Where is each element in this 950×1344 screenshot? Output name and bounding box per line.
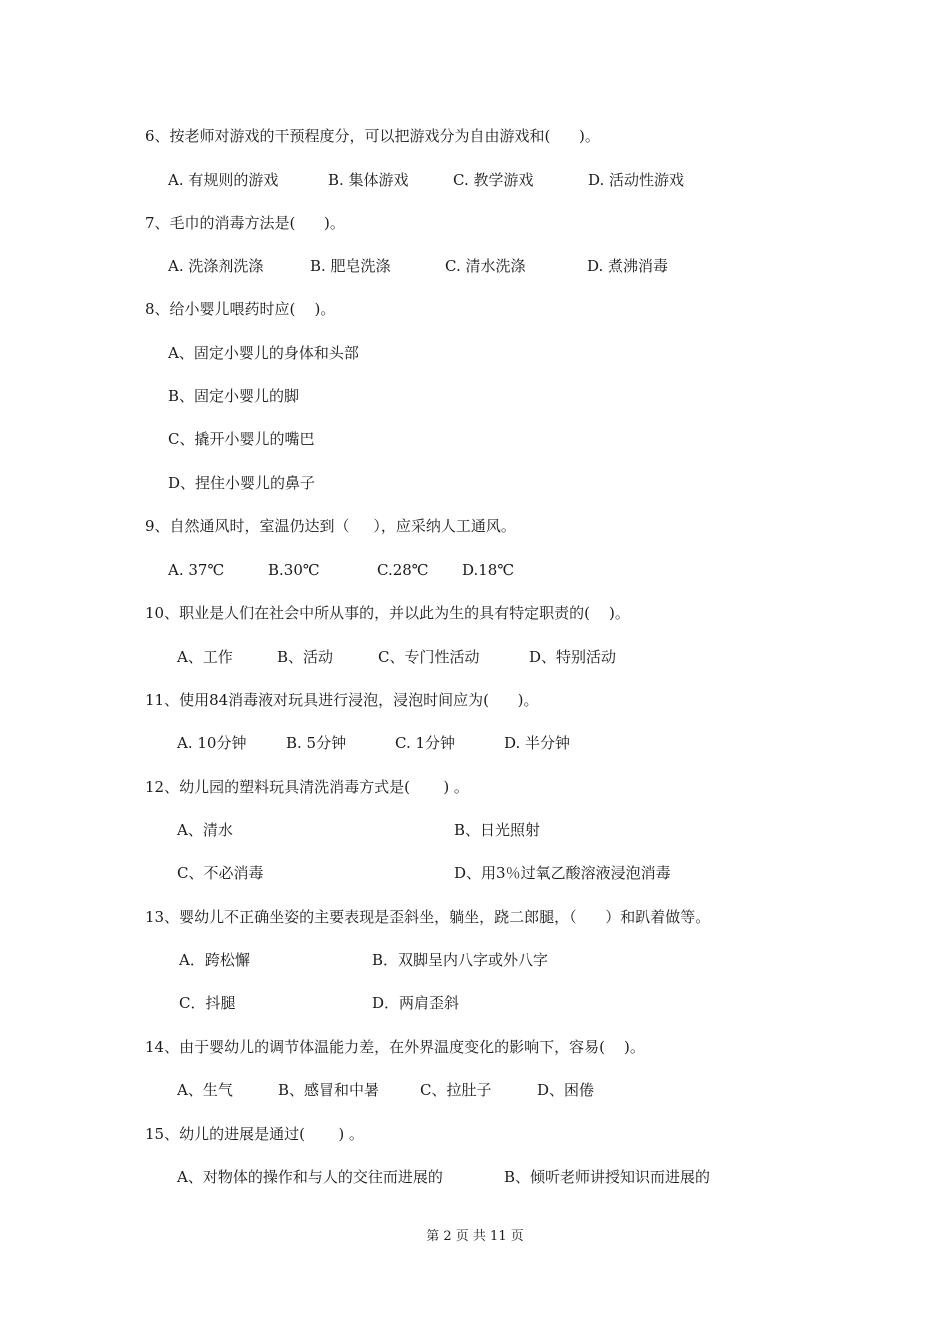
question-11-option-a: A. 10分钟 [177,734,247,752]
question-13-stem: 13、婴幼儿不正确坐姿的主要表现是歪斜坐，躺坐，跷二郎腿，（ ）和趴着做等。 [145,908,711,926]
question-13-option-c: C．抖腿 [179,994,236,1012]
question-8-option-d: D、捏住小婴儿的鼻子 [168,474,316,492]
question-9-stem: 9、自然通风时，室温仍达到（ ），应采纳人工通风。 [145,517,516,535]
question-8-option-a: A、固定小婴儿的身体和头部 [168,344,359,362]
question-12-option-c: C、不必消毒 [177,864,264,882]
question-11-option-c: C. 1分钟 [395,734,456,752]
question-10-option-d: D、特别活动 [529,648,617,666]
question-6-option-d: D. 活动性游戏 [588,171,685,189]
question-15-option-b: B、倾听老师讲授知识而进展的 [504,1168,711,1186]
question-9-option-c: C.28℃ [377,561,429,579]
question-13-option-d: D．两肩歪斜 [372,994,460,1012]
question-7-option-c: C. 清水洗涤 [445,257,526,275]
question-8-option-c: C、撬开小婴儿的嘴巴 [168,430,315,448]
question-15-stem: 15、幼儿的进展是通过( ) 。 [145,1125,364,1143]
question-7-option-a: A. 洗涤剂洗涤 [168,257,264,275]
question-6-option-a: A. 有规则的游戏 [168,171,279,189]
question-13-option-a: A．跨松懈 [179,951,250,969]
question-14-option-a: A、生气 [177,1081,233,1099]
question-12-option-d: D、用3％过氧乙酸溶液浸泡消毒 [454,864,671,882]
question-7-option-b: B. 肥皂洗涤 [310,257,391,275]
question-11-option-d: D. 半分钟 [504,734,571,752]
question-14-option-c: C、拉肚子 [420,1081,492,1099]
question-6-stem: 6、按老师对游戏的干预程度分，可以把游戏分为自由游戏和( )。 [145,127,600,145]
question-13-option-b: B．双脚呈内八字或外八字 [372,951,549,969]
question-11-option-b: B. 5分钟 [286,734,347,752]
question-6-option-b: B. 集体游戏 [328,171,409,189]
question-14-option-b: B、感冒和中暑 [278,1081,380,1099]
question-10-option-a: A、工作 [177,648,233,666]
question-9-option-d: D.18℃ [462,561,515,579]
question-10-option-c: C、专门性活动 [378,648,480,666]
question-10-option-b: B、活动 [277,648,334,666]
question-9-option-a: A. 37℃ [168,561,225,579]
question-7-option-d: D. 煮沸消毒 [587,257,669,275]
question-12-option-b: B、日光照射 [454,821,541,839]
question-7-stem: 7、毛巾的消毒方法是( )。 [145,214,345,232]
question-8-stem: 8、给小婴儿喂药时应( )。 [145,300,336,318]
question-10-stem: 10、职业是人们在社会中所从事的，并以此为生的具有特定职责的( )。 [145,604,630,622]
question-15-option-a: A、对物体的操作和与人的交往而进展的 [177,1168,443,1186]
question-14-stem: 14、由于婴幼儿的调节体温能力差，在外界温度变化的影响下，容易( )。 [145,1038,645,1056]
page-number: 第 2 页 共 11 页 [426,1229,524,1244]
question-12-option-a: A、清水 [177,821,233,839]
question-14-option-d: D、困倦 [537,1081,595,1099]
question-6-option-c: C. 教学游戏 [453,171,534,189]
question-8-option-b: B、固定小婴儿的脚 [168,387,300,405]
question-9-option-b: B.30℃ [268,561,320,579]
question-11-stem: 11、使用84消毒液对玩具进行浸泡，浸泡时间应为( )。 [145,691,539,709]
question-12-stem: 12、幼儿园的塑料玩具清洗消毒方式是( ) 。 [145,778,469,796]
